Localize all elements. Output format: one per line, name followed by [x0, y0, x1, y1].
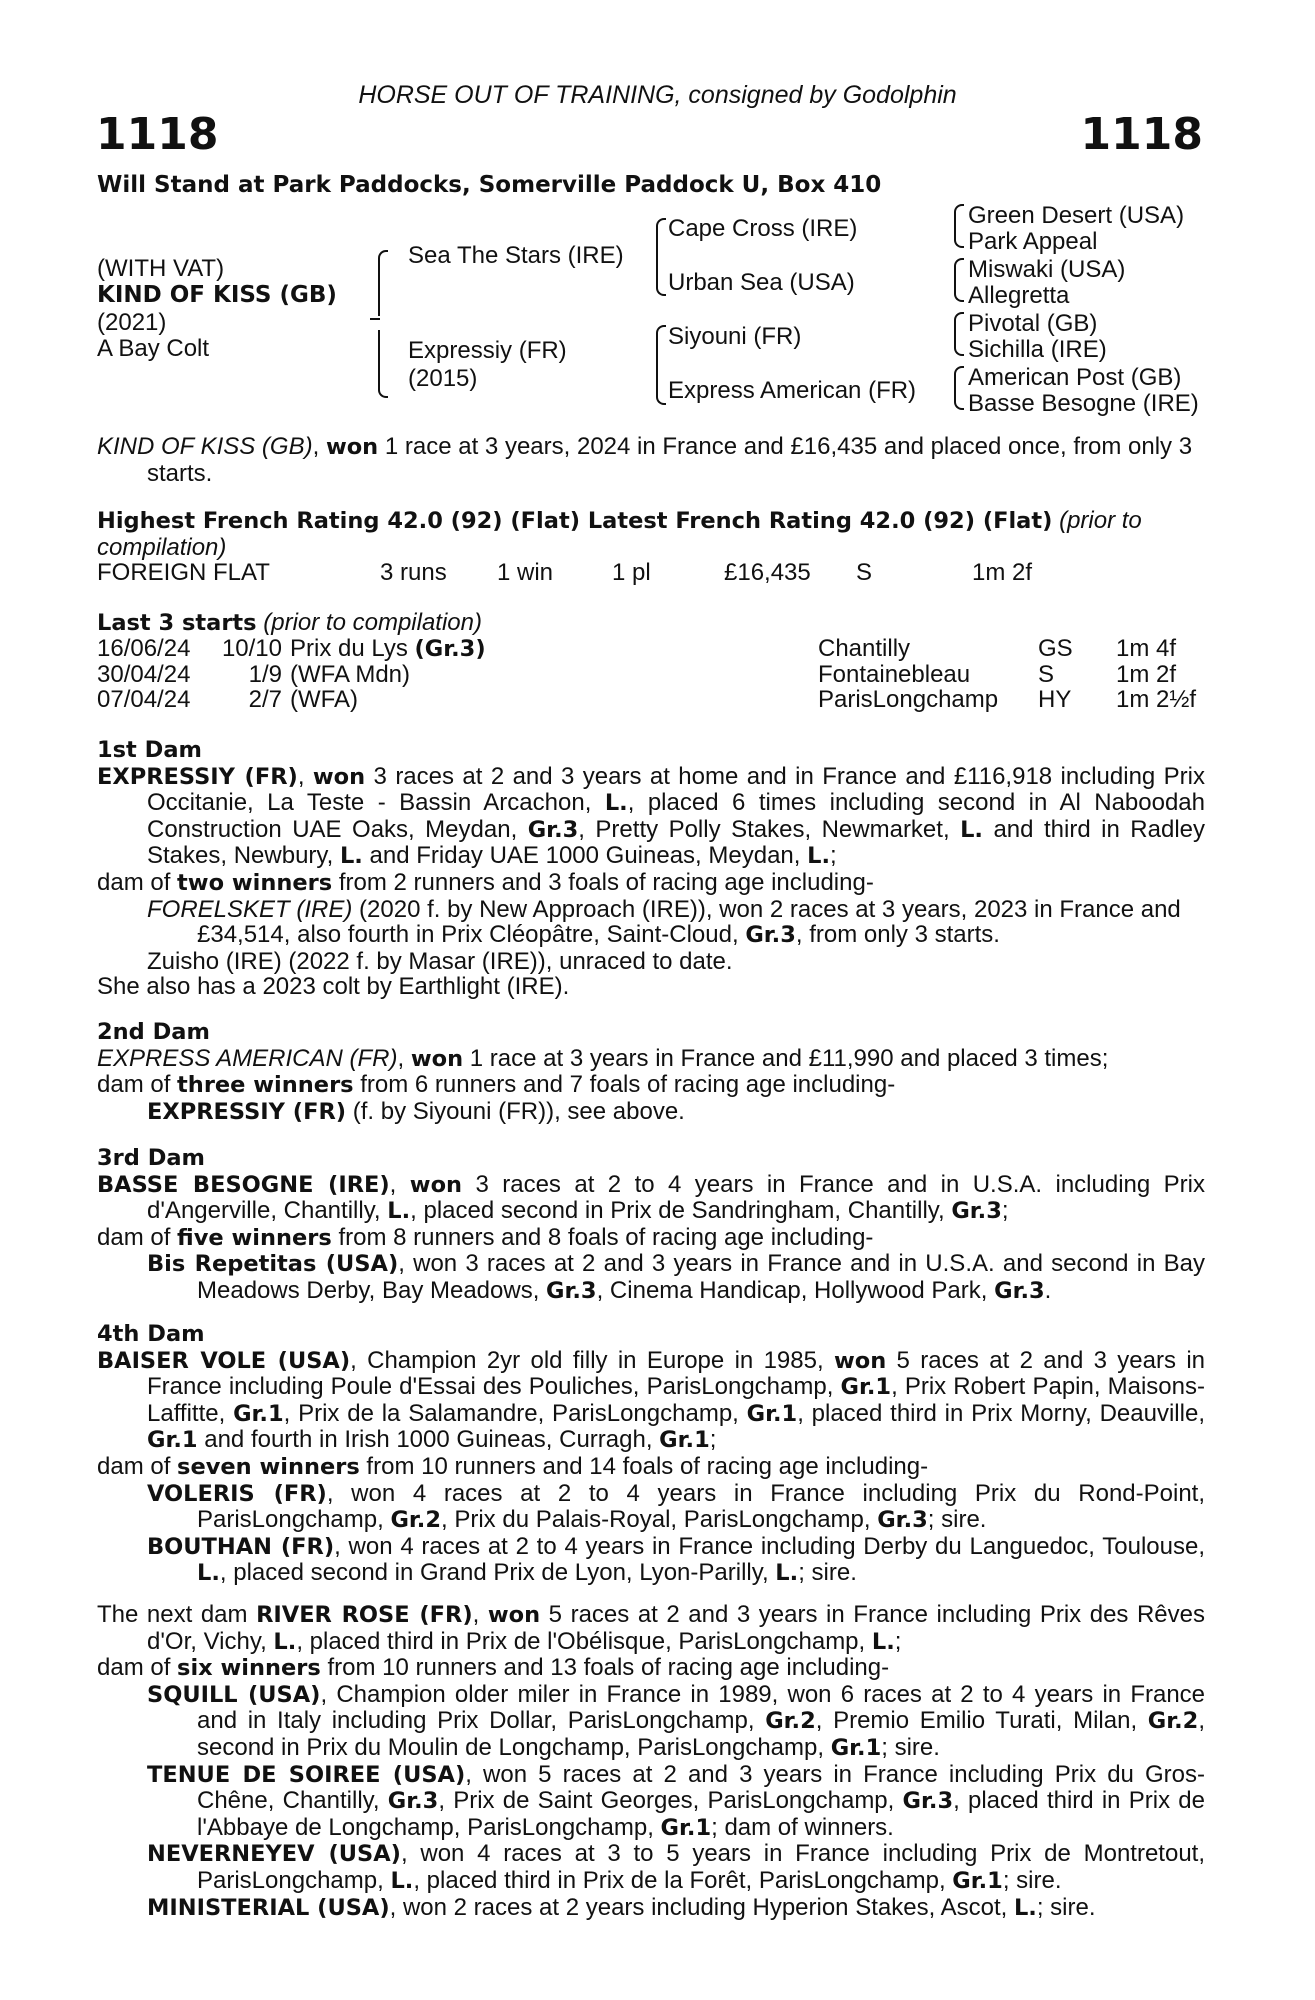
- dam-year: (2015): [408, 365, 478, 392]
- ped-dds: American Post (GB): [968, 364, 1182, 391]
- horse-summary: KIND OF KISS (GB), won 1 race at 3 years, 2024 in France and £16,435 and placed once, from only 3 starts.: [97, 433, 1193, 487]
- start-grade: (Gr.3): [414, 636, 486, 662]
- second-dam-section: 2nd Dam EXPRESS AMERICAN (FR), won 1 race at 3 years in France and £11,990 and placed 3 times; dam of three winners from 6 runners and 7 foals of racing age including- EXPRESSIY (FR) (f. by Siyouni (FR)), see above.: [97, 1020, 1205, 1125]
- consignment-line: HORSE OUT OF TRAINING, consigned by Godolphin: [358, 81, 957, 109]
- ped-sdd: Allegretta: [968, 282, 1070, 309]
- summary-name: KIND OF KISS (GB): [97, 433, 313, 460]
- start-race: [290, 687, 358, 713]
- start-course: ParisLongchamp: [818, 686, 999, 713]
- summary-won: won: [325, 434, 379, 460]
- summary-text: 1 race at 3 years, 2024 in France and £16,435 and placed once, from only 3 starts.: [147, 433, 1193, 487]
- ped-sds: Miswaki (USA): [968, 256, 1126, 283]
- dam-name: Expressiy (FR): [408, 337, 567, 364]
- brace-g3-2: [954, 258, 964, 302]
- start-race-name: (WFA Mdn): [290, 660, 411, 688]
- brace-sire-line: [656, 218, 666, 258]
- dam-dam: Express American (FR): [668, 377, 917, 404]
- second-dam-heading: 2nd Dam: [97, 1019, 210, 1045]
- fourth-dam-section: 4th Dam BAISER VOLE (USA), Champion 2yr old filly in Europe in 1985, won 5 races at 2 and 3 years in France including Poule d'Essai des Pouliches, ParisLongchamp, Gr.1, Prix Robert Papin, Maisons-Laffitte, Gr.1, Prix de la Salamandre, ParisLongchamp, Gr.1, placed third in Prix Morny, Deauville, Gr.1 and fourth in Irish 1000 Guineas, Curragh, Gr.1; dam of seven winners from 10 runners and 14 foals of racing age including- VOLERIS (FR), won 4 races at 2 to 4 years in France including Prix du Rond-Point, ParisLongchamp, Gr.2, Prix du Palais-Royal, ParisLongchamp, Gr.3; sire. BOUTHAN (FR), won 4 races at 2 to 4 years in France including Derby du Languedoc, Toulouse, L., placed second in Grand Prix de Lyon, Lyon-Parilly, L.; sire.: [97, 1321, 1205, 1587]
- start-pos: 10/10: [221, 635, 282, 662]
- start-pos: 2/7: [248, 686, 282, 713]
- start-course: Chantilly: [818, 635, 911, 662]
- record-distance: 1m 2f: [972, 559, 1033, 586]
- brace-sire-line-lower: [656, 256, 666, 296]
- start-race: [290, 636, 486, 662]
- record-going: S: [856, 559, 873, 586]
- horse-name: KIND OF KISS (GB): [97, 282, 337, 308]
- ped-dss: Pivotal (GB): [968, 310, 1098, 337]
- brace-dam: [378, 330, 388, 398]
- brace-dam-line-lower: [656, 363, 666, 405]
- start-going: S: [1038, 660, 1055, 688]
- rating-note: (prior to compilation): [97, 507, 1142, 561]
- record-type: FOREIGN FLAT: [97, 559, 270, 586]
- start-date: 07/04/24: [97, 686, 191, 713]
- start-date: 16/06/24: [97, 635, 191, 662]
- brace-dam-line: [656, 325, 666, 365]
- lot-number-right: 1118: [1080, 109, 1203, 160]
- start-going: HY: [1038, 686, 1072, 713]
- record-runs: 3 runs: [380, 559, 447, 586]
- third-dam-section: 3rd Dam BASSE BESOGNE (IRE), won 3 races at 2 to 4 years in France and in U.S.A. including Prix d'Angerville, Chantilly, L., placed second in Prix de Sandringham, Chantilly, Gr.3; dam of five winners from 8 runners and 8 foals of racing age including- Bis Repetitas (USA), won 3 races at 2 and 3 years in France and in U.S.A. and second in Bay Meadows Derby, Bay Meadows, Gr.3, Cinema Handicap, Hollywood Park, Gr.3.: [97, 1145, 1205, 1304]
- fourth-dam-heading: 4th Dam: [97, 1321, 205, 1347]
- brace-g3-1: [954, 204, 964, 248]
- first-dam-note: She also has a 2023 colt by Earthlight (IRE).: [97, 973, 570, 1001]
- start-going: GS: [1038, 635, 1073, 662]
- vat-note: (WITH VAT): [97, 255, 225, 282]
- start-race-name: Prix du Lys: [290, 635, 415, 662]
- start-race: [290, 662, 410, 688]
- first-dam-heading: 1st Dam: [97, 737, 202, 763]
- start-dist: 1m 2f: [1116, 660, 1177, 688]
- brace-sire: [378, 250, 388, 316]
- first-dam-progeny-1: FORELSKET (IRE) (2020 f. by New Approach (IRE)), won 2 races at 3 years, 2023 in France and £34,514, also fourth in Prix Cléopâtre, Saint-Cloud, Gr.3, from only 3 starts.: [147, 895, 1181, 949]
- third-dam-heading: 3rd Dam: [97, 1145, 205, 1171]
- next-dam-section: The next dam RIVER ROSE (FR), won 5 races at 2 and 3 years in France including Prix des Rêves d'Or, Vichy, L., placed third in Prix de l'Obélisque, ParisLongchamp, L.; dam of six winners from 10 runners and 13 foals of racing age including- SQUILL (USA), Champion older miler in France in 1989, won 6 races at 2 to 4 years in France and in Italy including Prix Dollar, ParisLongchamp, Gr.2, Premio Emilio Turati, Milan, Gr.2, second in Prix du Moulin de Longchamp, ParisLongchamp, Gr.1; sire. TENUE DE SOIREE (USA), won 5 races at 2 and 3 years in France including Prix du Gros-Chêne, Chantilly, Gr.3, Prix de Saint Georges, ParisLongchamp, Gr.3, placed third in Prix de l'Abbaye de Longchamp, ParisLongchamp, Gr.1; dam of winners. NEVERNEYEV (USA), won 4 races at 3 to 5 years in France including Prix de Montretout, ParisLongchamp, L., placed third in Prix de la Forêt, ParisLongchamp, Gr.1; sire. MINISTERIAL (USA), won 2 races at 2 years including Hyperion Stakes, Ascot, L.; sire.: [97, 1601, 1206, 1921]
- first-dam-section: 1st Dam EXPRESSIY (FR), won 3 races at 2 and 3 years at home and in France and £116,918 including Prix Occitanie, La Teste - Bassin Arcachon, L., placed 6 times including second in Al Naboodah Construction UAE Oaks, Meydan, Gr.3, Pretty Polly Stakes, Newmarket, L. and third in Radley Stakes, Newbury, L. and Friday UAE 1000 Guineas, Meydan, L.; dam of two winners from 2 runners and 3 foals of racing age including- FORELSKET (IRE) (2020 f. by New Approach (IRE)), won 2 races at 3 years, 2023 in France and £34,514, also fourth in Prix Cléopâtre, Saint-Cloud, Gr.3, from only 3 starts. Zuisho (IRE) (2022 f. by Masar (IRE)), unraced to date. She also has a 2023 colt by Earthlight (IRE).: [97, 737, 1206, 1001]
- sire-dam: Urban Sea (USA): [668, 269, 855, 296]
- sire-name: Sea The Stars (IRE): [408, 242, 624, 269]
- last-starts-heading: Last 3 starts (prior to compilation): [97, 609, 482, 636]
- horse-year: (2021): [97, 309, 167, 336]
- start-pos: 1/9: [248, 660, 282, 688]
- dam-sire: Siyouni (FR): [668, 323, 802, 350]
- start-course: Fontainebleau: [818, 660, 971, 688]
- record-wins: 1 win: [497, 559, 554, 586]
- brace-g3-4: [954, 366, 964, 410]
- ped-dsd: Sichilla (IRE): [968, 336, 1107, 363]
- record-placed: 1 pl: [612, 559, 651, 586]
- sire-sire: Cape Cross (IRE): [668, 215, 858, 242]
- ped-ssd: Park Appeal: [968, 228, 1098, 255]
- rating-block: [97, 508, 1205, 560]
- start-date: 30/04/24: [97, 660, 191, 688]
- rating-label: Highest French Rating 42.0 (92) (Flat) Latest French Rating 42.0 (92) (Flat): [97, 508, 1053, 534]
- lot-number-left: 1118: [96, 109, 219, 160]
- start-dist: 1m 2½f: [1116, 686, 1197, 713]
- ped-ddd: Basse Besogne (IRE): [968, 390, 1199, 417]
- first-dam-progeny-2: Zuisho (IRE) (2022 f. by Masar (IRE)), unraced to date.: [147, 947, 733, 975]
- horse-description: A Bay Colt: [97, 335, 210, 362]
- start-dist: 1m 4f: [1116, 635, 1177, 662]
- start-race-name: (WFA): [290, 686, 358, 713]
- brace-g3-3: [954, 312, 964, 356]
- record-earnings: £16,435: [724, 559, 811, 586]
- stand-location: Will Stand at Park Paddocks, Somerville Paddock U, Box 410: [97, 172, 882, 198]
- brace-point: [370, 318, 380, 320]
- ped-sss: Green Desert (USA): [968, 202, 1185, 229]
